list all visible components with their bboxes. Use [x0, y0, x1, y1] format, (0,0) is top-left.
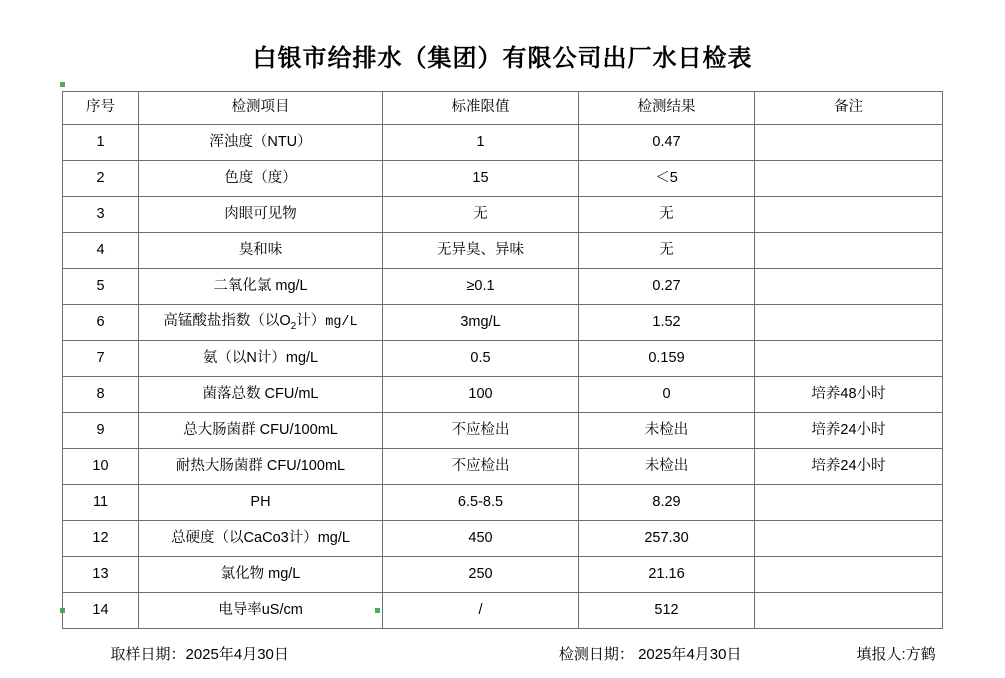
cell-no: 8: [63, 377, 139, 413]
cell-limit: 无: [383, 197, 579, 233]
cell-note: 培养24小时: [755, 449, 943, 485]
column-header-item: 检测项目: [139, 92, 383, 125]
corner-mark-icon: [375, 608, 380, 613]
cell-limit: 100: [383, 377, 579, 413]
cell-result: 未检出: [579, 449, 755, 485]
sample-date: 取样日期：2025年4月30日: [110, 646, 289, 663]
table-header-row: [63, 92, 943, 125]
cell-result: ＜5: [579, 161, 755, 197]
cell-note: 培养48小时: [755, 377, 943, 413]
table-row: [63, 521, 943, 557]
cell-limit: 6.5-8.5: [383, 485, 579, 521]
corner-mark-icon: [60, 82, 65, 87]
cell-note: [755, 305, 943, 341]
cell-limit: 不应检出: [383, 449, 579, 485]
cell-item: 氯化物 mg/L: [139, 557, 383, 593]
cell-limit: 3mg/L: [383, 305, 579, 341]
cell-note: [755, 341, 943, 377]
table-row: [63, 197, 943, 233]
cell-no: 2: [63, 161, 139, 197]
cell-limit: 250: [383, 557, 579, 593]
cell-limit: 450: [383, 521, 579, 557]
cell-result: 无: [579, 233, 755, 269]
table-row: [63, 269, 943, 305]
column-header-limit: 标准限值: [383, 92, 579, 125]
cell-note: [755, 485, 943, 521]
cell-result: 257.30: [579, 521, 755, 557]
table-row: [63, 449, 943, 485]
cell-result: 21.16: [579, 557, 755, 593]
page-title: 白银市给排水（集团）有限公司出厂水日检表: [252, 46, 753, 72]
cell-note: [755, 593, 943, 629]
table-row: [63, 305, 943, 341]
cell-result: 未检出: [579, 413, 755, 449]
cell-limit: 0.5: [383, 341, 579, 377]
cell-limit: ≥0.1: [383, 269, 579, 305]
cell-note: [755, 125, 943, 161]
cell-no: 13: [63, 557, 139, 593]
cell-result: 8.29: [579, 485, 755, 521]
cell-item: 氨（以N计）mg/L: [139, 341, 383, 377]
cell-no: 4: [63, 233, 139, 269]
table-row: [63, 233, 943, 269]
cell-no: 11: [63, 485, 139, 521]
cell-limit: 不应检出: [383, 413, 579, 449]
cell-result: 无: [579, 197, 755, 233]
table-row: [63, 125, 943, 161]
cell-no: 5: [63, 269, 139, 305]
cell-note: [755, 233, 943, 269]
column-header-note: 备注: [755, 92, 943, 125]
cell-result: 0.159: [579, 341, 755, 377]
cell-note: [755, 521, 943, 557]
cell-no: 14: [63, 593, 139, 629]
cell-no: 6: [63, 305, 139, 341]
cell-note: [755, 161, 943, 197]
cell-result: 1.52: [579, 305, 755, 341]
corner-mark-icon: [60, 608, 65, 613]
cell-limit: 无异臭、异味: [383, 233, 579, 269]
cell-item: 总硬度（以CaCo3计）mg/L: [139, 521, 383, 557]
table-row: [63, 593, 943, 629]
test-date: 检测日期： 2025年4月30日: [558, 646, 742, 663]
cell-result: 0.47: [579, 125, 755, 161]
table-row: [63, 485, 943, 521]
cell-limit: 1: [383, 125, 579, 161]
footer: [63, 643, 943, 664]
table-row: [63, 557, 943, 593]
cell-item: 总大肠菌群 CFU/100mL: [139, 413, 383, 449]
table-row: [63, 161, 943, 197]
cell-result: 0.27: [579, 269, 755, 305]
cell-note: [755, 197, 943, 233]
table-row: [63, 413, 943, 449]
cell-no: 10: [63, 449, 139, 485]
cell-note: 培养24小时: [755, 413, 943, 449]
reporter-name: 填报人:方鹤: [856, 646, 936, 663]
cell-limit: 15: [383, 161, 579, 197]
cell-item: 肉眼可见物: [139, 197, 383, 233]
cell-item: 耐热大肠菌群 CFU/100mL: [139, 449, 383, 485]
cell-no: 9: [63, 413, 139, 449]
column-header-result: 检测结果: [579, 92, 755, 125]
column-header-no: 序号: [63, 92, 139, 125]
cell-result: 0: [579, 377, 755, 413]
cell-item: 臭和味: [139, 233, 383, 269]
table-row: [63, 377, 943, 413]
cell-item: 菌落总数 CFU/mL: [139, 377, 383, 413]
cell-item: 浑浊度（NTU）: [139, 125, 383, 161]
cell-no: 7: [63, 341, 139, 377]
cell-no: 1: [63, 125, 139, 161]
cell-limit: /: [383, 593, 579, 629]
cell-item: 色度（度）: [139, 161, 383, 197]
cell-item: 二氧化氯 mg/L: [139, 269, 383, 305]
cell-result: 512: [579, 593, 755, 629]
cell-item: 电导率uS/cm: [139, 593, 383, 629]
cell-item: PH: [139, 485, 383, 521]
cell-no: 3: [63, 197, 139, 233]
water-quality-table: [62, 91, 943, 629]
cell-no: 12: [63, 521, 139, 557]
cell-note: [755, 269, 943, 305]
table-row: [63, 341, 943, 377]
cell-note: [755, 557, 943, 593]
cell-item: 高锰酸盐指数（以$O_2$计）mg/L: [139, 305, 383, 341]
